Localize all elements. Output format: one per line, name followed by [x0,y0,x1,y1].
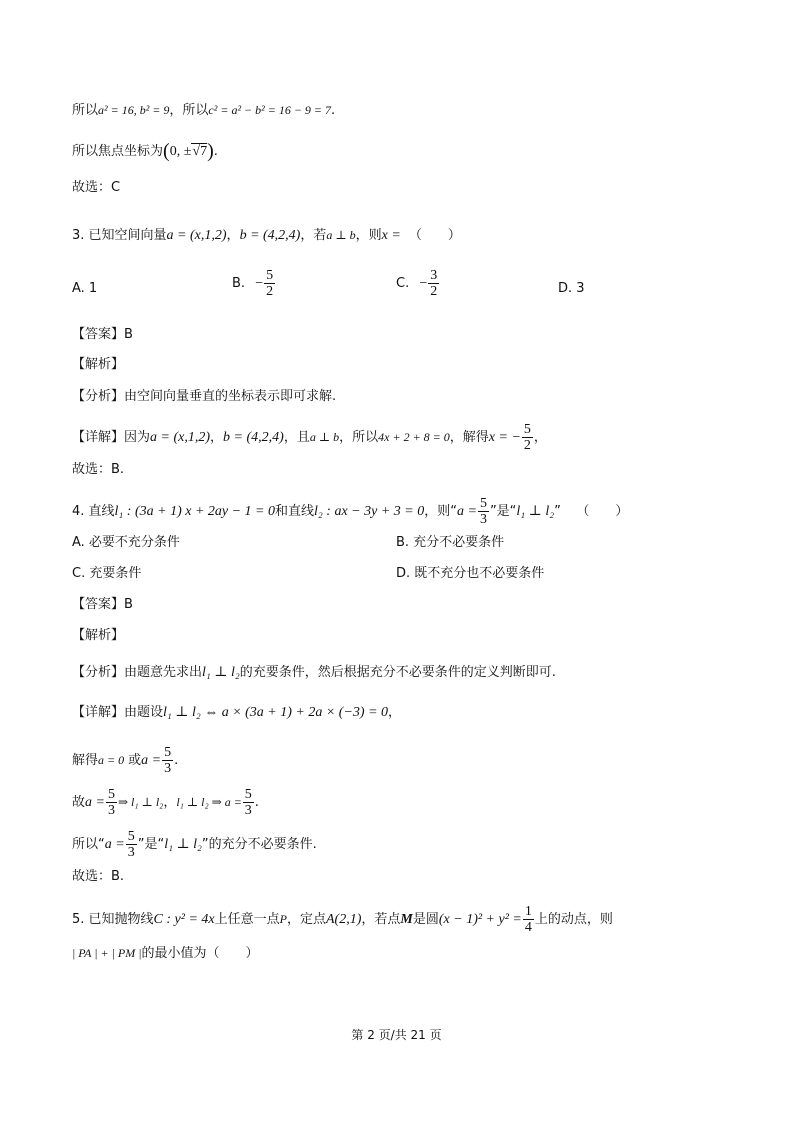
line-l1: l₁ : (3a + 1) x + 2ay − 1 = 0 [114,504,276,519]
inference-line [72,787,259,818]
text: . [254,795,259,810]
perp-condition: a ⊥ b [309,430,340,444]
math-expr: ⇒ l₁ ⊥ l₂ [117,795,164,809]
perp-expr: l₁ ⊥ l₂ [516,504,555,519]
option-d: D. 3 [558,281,585,296]
solve-line [72,745,178,776]
text: 【详解】由题设 [72,705,164,720]
math-expr: a = 0 [98,753,125,767]
sqrt: √7 [192,144,208,159]
text: 所以“ [72,837,105,852]
parabola: C : y² = 4x [153,912,215,927]
text: ， [388,705,402,720]
circle-eq: (x − 1)² + y² = [438,912,522,927]
ask-var: x = [381,228,401,243]
option-c [396,268,440,299]
fraction [243,787,254,818]
text: 的充要条件，然后根据充分不必要条件的定义判断即可. [239,665,556,680]
fraction [126,829,137,860]
text: ” [554,504,561,519]
denominator: 2 [523,438,531,453]
fraction [478,496,489,527]
math-expr: c² = a² − b² = 16 − 9 = 7 [208,103,332,117]
detail-line [72,422,547,453]
denominator: 3 [479,512,487,527]
conclusion-line [72,829,317,860]
vector-a: a = (x,1,2) [150,430,211,445]
question-5-stem [72,904,613,935]
math-expr: 0, ± [169,144,192,159]
denominator: 2 [266,284,274,299]
numerator: 3 [430,268,438,283]
text: 上的动点，则 [534,912,613,927]
answer-paren: （ ） [408,228,461,243]
option-b [232,268,276,299]
text: 是圆 [412,912,439,927]
text: ，且 [283,430,310,445]
equation: l₁ ⊥ l₂ ⇔ a × (3a + 1) + 2a × (−3) = 0 [163,705,389,720]
choice-line: 故选：B. [72,869,125,884]
sqrt-arg: 7 [200,144,208,159]
numerator: 5 [107,787,115,802]
text: ， [226,228,240,243]
text: ，若 [300,228,327,243]
text: 故 [72,795,86,810]
numerator: 5 [266,268,274,283]
point-m: M [400,912,413,927]
fraction [264,268,275,299]
perp-expr: l₁ ⊥ l₂ [202,665,240,680]
text: 【详解】因为 [72,430,151,445]
fraction [162,745,173,776]
numerator: 5 [244,787,252,802]
text: ”是“ [137,837,165,852]
denominator: 2 [430,284,438,299]
text: ， [533,430,547,445]
math-expr: x = − [488,430,521,445]
option-c: C. 充要条件 [72,566,142,581]
question-5-line2 [72,944,259,963]
option-a: A. 必要不充分条件 [72,535,180,550]
line-focus [72,142,218,161]
math-expr: l₁ ⊥ l₂ ⇒ a = [176,795,242,809]
text: 或 [128,753,142,768]
text: 解得 [72,753,99,768]
text: 所以焦点坐标为 [72,144,164,159]
text: . [213,144,218,159]
option-label: C. [396,276,410,291]
math-expr: a = [141,753,162,768]
math-expr: a = [104,837,125,852]
fraction [522,422,533,453]
sign: − [419,276,428,291]
point-a: A(2,1) [326,912,362,927]
analysis-title: 【解析】 [72,357,125,372]
detail-line [72,704,401,722]
numerator: 5 [523,422,531,437]
answer-label: 【答案】B [72,327,133,342]
option-label: B. [232,276,246,291]
text: 5. 已知抛物线 [72,912,154,927]
numerator: 5 [164,745,172,760]
analysis-title: 【解析】 [72,628,125,643]
text: ，定点 [286,912,326,927]
perp-condition: a ⊥ b [326,228,356,242]
paren-close: ) [207,140,214,162]
choice-line: 故选：C [72,180,121,195]
math-expr: a² = 16, b² = 9 [98,103,170,117]
denominator: 3 [244,803,252,818]
perp-expr: l₁ ⊥ l₂ [164,837,202,852]
math-expr: a = [85,795,105,810]
denominator: 4 [524,920,532,935]
fraction [428,268,439,299]
numerator: 5 [127,829,135,844]
answer-label: 【答案】B [72,597,133,612]
text: ，则 [355,228,382,243]
choice-line: 故选：B. [72,462,125,477]
vector-a: a = (x,1,2) [166,228,227,243]
text: 3. 已知空间向量 [72,228,167,243]
line-a2-b2 [72,101,335,120]
sign: − [255,276,264,291]
vector-b: b = (4,2,4) [223,430,284,445]
distance-expr: | PA | + | PM | [72,946,142,960]
math-expr: a = [456,504,477,519]
text: 上任意一点 [214,912,280,927]
fraction [523,904,534,935]
answer-paren: （ ） [582,504,629,519]
question-3-stem [72,226,461,245]
text: ”是“ [489,504,517,519]
text: ，若点 [361,912,401,927]
text: ，所以 [169,103,209,118]
analysis-text: 【分析】由空间向量垂直的坐标表示即可求解. [72,389,337,404]
text: 【分析】由题意先求出 [72,665,203,680]
fraction [106,787,117,818]
denominator: 3 [164,761,172,776]
text: ， [163,795,177,810]
equation: 4x + 2 + 8 = 0 [378,430,450,444]
numerator: 5 [479,496,487,511]
text: 所以 [72,103,99,118]
text: ， [210,430,224,445]
text: ”的充分不必要条件. [201,837,317,852]
text: ，则“ [424,504,457,519]
text: ，所以 [339,430,379,445]
text: 和直线 [275,504,315,519]
point-p: P [279,912,287,926]
text: ，解得 [449,430,489,445]
text: . [174,753,179,768]
text: . [331,103,336,118]
option-b: B. 充分不必要条件 [396,535,505,550]
denominator: 3 [127,845,135,860]
option-d: D. 既不充分也不必要条件 [396,566,545,581]
question-4-stem [72,496,628,527]
analysis-text [72,664,556,682]
option-a: A. 1 [72,281,98,296]
numerator: 1 [524,904,532,919]
text: 4. 直线 [72,504,115,519]
paren-open: ( [163,140,170,162]
denominator: 3 [107,803,115,818]
vector-b: b = (4,2,4) [239,228,301,243]
text: 的最小值为（ ） [141,946,259,961]
line-l2: l₂ : ax − 3y + 3 = 0 [314,504,425,519]
page-footer: 第 2 页/共 21 页 [351,1028,442,1042]
